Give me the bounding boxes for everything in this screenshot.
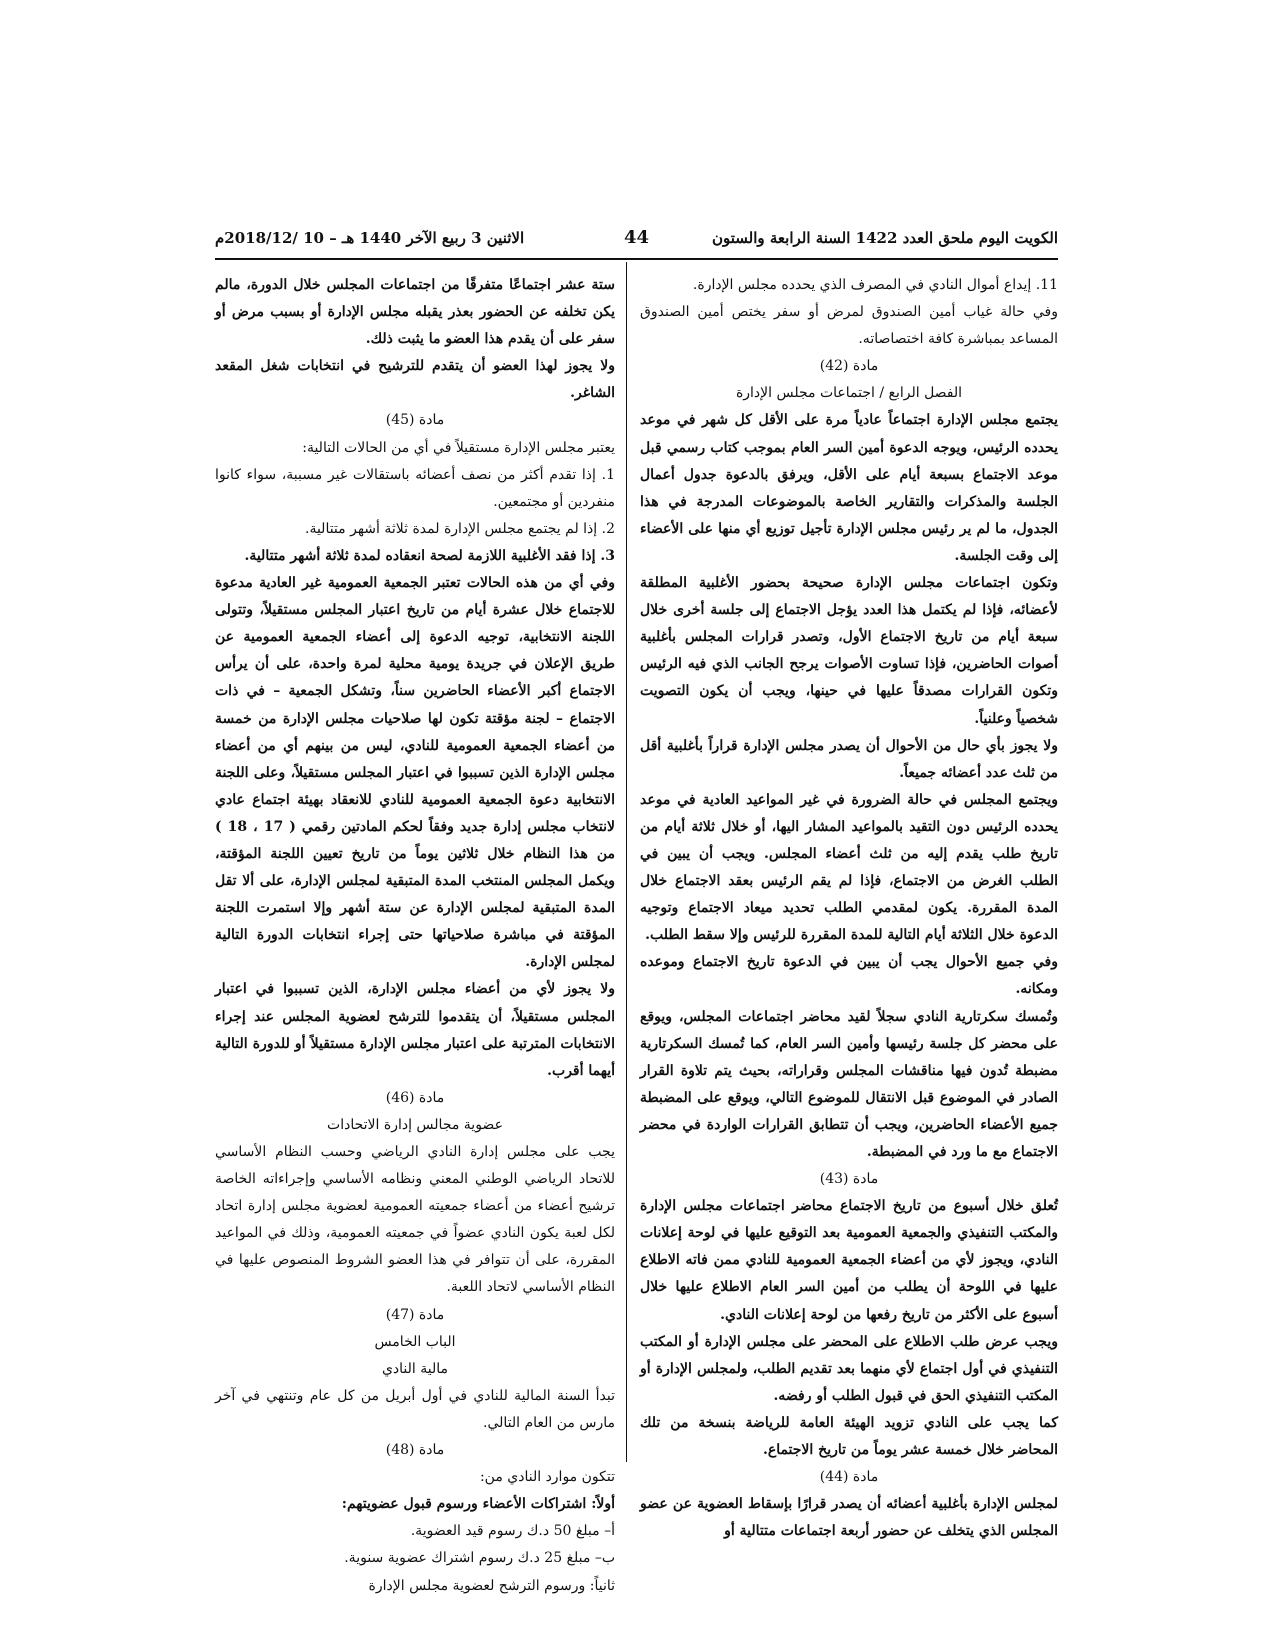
paragraph: ويجب عرض طلب الاطلاع على المحضر على مجلس الإدارة أو المكتب التنفيذي في أول اجتماع لأي منهما بعد تقديم الطلب، ولمجلس الإدارة أو المكتب التنفيذي الحق في قبول الطلب أو رفضه. xyxy=(640,1333,1058,1404)
article-heading: مادة (48) xyxy=(385,1442,445,1459)
paragraph: 3. إذا فقد الأغلبية اللازمة لصحة انعقاده لمدة ثلاثة أشهر متتالية. xyxy=(244,547,615,564)
paragraph: ولا يجوز بأي حال من الأحوال أن يصدر مجلس الإدارة قراراً بأغلبية أقل من ثلث عدد أعضائه جميعاً. xyxy=(640,737,1058,781)
section-heading: الباب الخامس xyxy=(374,1333,456,1350)
paragraph: 1. إذا تقدم أكثر من نصف أعضائه باستقالات غير مسببة، سواء كانوا منفردين أو مجتمعين. xyxy=(215,466,615,510)
header-divider xyxy=(215,258,1058,260)
section-heading: مالية النادي xyxy=(381,1360,449,1377)
article-heading: مادة (47) xyxy=(385,1306,445,1323)
section-heading: الفصل الرابع / اجتماعات مجلس الإدارة xyxy=(735,385,963,402)
paragraph: وتكون اجتماعات مجلس الإدارة صحيحة بحضور الأغلبية المطلقة لأعضائه، فإذا لم يكتمل هذا العدد يؤجل الاجتماع إلى جلسة أخرى خلال سبعة أيام من تاريخ الاجتماع الأول، وتصدر قرارات المجلس بأغلبية أصوات الحاضرين، فإذا تساوت الأصوات يرجح الجانب الذي فيه الرئيس وتكون القرارات مصدقاً عليها في حينها، ويجب أن يكون التصويت شخصياً وعلنياً. xyxy=(640,575,1058,727)
paragraph: أ– مبلغ 50 د.ك رسوم قيد العضوية. xyxy=(410,1523,615,1540)
page-number: 44 xyxy=(623,227,650,248)
paragraph: وتُمسك سكرتارية النادي سجلاً لقيد محاضر اجتماعات المجلس، ويوقع على محضر كل جلسة رئيسها وأمين السر العام، كما تُمسك السكرتارية مضبطة تُدون فيها مناقشات المجلس وقراراته، بحيث يتم تلاوة القرار الصادر في الموضوع قبل الانتقال للموضوع التالي، ويوقع على المضبطة جميع الأعضاء الحاضرين، ويجب أن تتطابق القرارات الواردة في محضر الاجتماع مع ما ورد في المضبطة. xyxy=(640,1008,1058,1160)
paragraph: كما يجب على النادي تزويد الهيئة العامة للرياضة بنسخة من تلك المحاضر خلال خمسة عشر يوماً من تاريخ الاجتماع. xyxy=(640,1414,1058,1459)
paragraph: وفي حالة غياب أمين الصندوق لمرض أو سفر يختص أمين الصندوق المساعد بمباشرة كافة اختصاصاته. xyxy=(640,304,1058,348)
page-header xyxy=(215,229,1058,259)
right-column xyxy=(640,272,1059,1540)
paragraph: 2. إذا لم يجتمع مجلس الإدارة لمدة ثلاثة أشهر متتالية. xyxy=(305,520,615,537)
paragraph: يجب على مجلس إدارة النادي الرياضي وحسب النظام الأساسي للاتحاد الرياضي الوطني المعني ونظامه الأساسي وإجراءاته الخاصة ترشيح أعضاء من أعضاء جمعيته العمومية لعضوية مجلس إدارة اتحاد لكل لعبة يكون النادي عضواً في جمعيته العمومية، وذلك في المواعيد المقررة، على أن تتوافر في هذا العضو الشروط المنصوص عليها في النظام الأساسي لاتحاد اللعبة. xyxy=(215,1144,615,1296)
paragraph: تتكون موارد النادي من: xyxy=(479,1469,615,1486)
article-heading: مادة (44) xyxy=(819,1469,879,1486)
gazette-issue-info: الكويت اليوم ملحق العدد 1422 السنة الرابعة والستون xyxy=(712,229,1058,247)
paragraph: تبدأ السنة المالية للنادي في أول أبريل من كل عام وتنتهي في آخر مارس من العام التالي. xyxy=(215,1387,615,1431)
paragraph: ولا يجوز لهذا العضو أن يتقدم للترشيح في انتخابات شغل المقعد الشاغر. xyxy=(215,358,615,402)
paragraph: ويجتمع المجلس في حالة الضرورة في غير المواعيد العادية في موعد يحدده الرئيس دون التقيد بالمواعيد المشار اليها، أو خلال ثلاثة أيام من تاريخ طلب يقدم إليه من ثلث أعضاء المجلس. ويجب أن يبين في الطلب الغرض من الاجتماع، فإذا لم يقم الرئيس بعقد الاجتماع خلال المدة المقررة. يكون لمقدمي الطلب تحديد ميعاد الاجتماع وتوجيه الدعوة خلال الثلاثة أيام التالية للمدة المقررة للرئيس وإلا سقط الطلب. xyxy=(640,791,1059,944)
article-heading: مادة (43) xyxy=(819,1171,879,1188)
left-column xyxy=(215,272,615,1594)
paragraph: وفي جميع الأحوال يجب أن يبين في الدعوة تاريخ الاجتماع وموعده ومكانه. xyxy=(640,954,1058,998)
paragraph: تُعلق خلال أسبوع من تاريخ الاجتماع محاضر اجتماعات مجلس الإدارة والمكتب التنفيذي والجمعية العمومية بعد التوقيع عليها في لوحة إعلانات النادي، ويجوز لأي من أعضاء الجمعية العمومية للنادي ممن فاته الاطلاع عليها في اللوحة أن يطلب من أمين السر العام الاطلاع عليها خلال أسبوع على الأكثر من تاريخ رفعها من لوحة إعلانات النادي. xyxy=(640,1198,1058,1323)
paragraph: 11. إيداع أموال النادي في المصرف الذي يحدده مجلس الإدارة. xyxy=(692,277,1058,293)
article-heading: مادة (46) xyxy=(385,1089,445,1106)
article-heading: مادة (45) xyxy=(385,412,445,429)
article-heading: مادة (42) xyxy=(819,358,879,375)
paragraph: ستة عشر اجتماعًا متفرقًا من اجتماعات المجلس خلال الدورة، مالم يكن تخلفه عن الحضور بعذر يقبله مجلس الإدارة أو بسبب مرض أو سفر على أن يقدم هذا العضو ما يثبت ذلك. xyxy=(215,277,615,348)
paragraph: أولاً: اشتراكات الأعضاء ورسوم قبول عضويتهم: xyxy=(341,1496,615,1513)
paragraph: لمجلس الإدارة بأغلبية أعضائه أن يصدر قرارًا بإسقاط العضوية عن عضو المجلس الذي يتخلف عن حضور أربعة اجتماعات متتالية أو xyxy=(640,1496,1058,1540)
paragraph: يعتبر مجلس الإدارة مستقيلاً في أي من الحالات التالية: xyxy=(302,439,615,456)
paragraph: ثانياً: ورسوم الترشح لعضوية مجلس الإدارة xyxy=(368,1577,615,1594)
paragraph: ب– مبلغ 25 د.ك رسوم اشتراك عضوية سنوية. xyxy=(344,1550,615,1567)
issue-date: الاثنين 3 ربيع الآخر 1440 هـ – 10 /2018/12م xyxy=(215,229,525,247)
paragraph: ولا يجوز لأي من أعضاء مجلس الإدارة، الذين تسببوا في اعتبار المجلس مستقيلاً، أن يتقدموا للترشح لعضوية المجلس عند إجراء الانتخابات المترتبة على اعتبار مجلس الإدارة مستقيلاً أو للدورة التالية أيهما أقرب. xyxy=(215,981,615,1079)
section-heading: عضوية مجالس إدارة الاتحادات xyxy=(327,1116,503,1133)
column-divider xyxy=(626,262,627,1462)
paragraph: يجتمع مجلس الإدارة اجتماعاً عادياً مرة على الأقل كل شهر في موعد يحدده الرئيس، ويوجه الدعوة أمين السر العام بموجب كتاب رسمي قبل موعد الاجتماع بسبعة أيام على الأقل، ويرفق بالدعوة جدول أعمال الجلسة والمذكرات والتقارير الخاصة بالموضوعات المدرجة في هذا الجدول، ما لم ير رئيس مجلس الإدارة تأجيل توزيع أي منها على الأعضاء إلى وقت الجلسة. xyxy=(640,412,1058,564)
paragraph: وفي أي من هذه الحالات تعتبر الجمعية العمومية غير العادية مدعوة للاجتماع خلال عشرة أيام من تاريخ اعتبار المجلس مستقيلاً، وتتولى اللجنة الانتخابية، توجيه الدعوة إلى أعضاء الجمعية العمومية عن طريق الإعلان في جريدة يومية محلية لمرة واحدة، على أن يرأس الاجتماع أكبر الأعضاء الحاضرين سناً، وتشكل الجمعية – في ذات الاجتماع – لجنة مؤقتة تكون لها صلاحيات مجلس الإدارة من خمسة من أعضاء الجمعية العمومية للنادي، ليس من بينهم أي من أعضاء مجلس الإدارة الذين تسببوا في اعتبار المجلس مستقيلاً، وعلى اللجنة الانتخابية دعوة الجمعية العمومية للنادي للانعقاد بهيئة اجتماع عادي لانتخاب مجلس إدارة جديد وفقاً لحكم المادتين رقمي ( 17 ، 18 ) من هذا النظام خلال ثلاثين يوماً من تاريخ تعيين اللجنة المؤقتة، ويكمل المجلس المنتخب المدة المتبقية لمجلس الإدارة، على ألا تقل المدة المتبقية لمجلس الإدارة عن ستة أشهر وإلا استمرت اللجنة المؤقتة في مباشرة صلاحياتها حتى إجراء انتخابات الدورة التالية لمجلس الإدارة. xyxy=(215,575,615,971)
